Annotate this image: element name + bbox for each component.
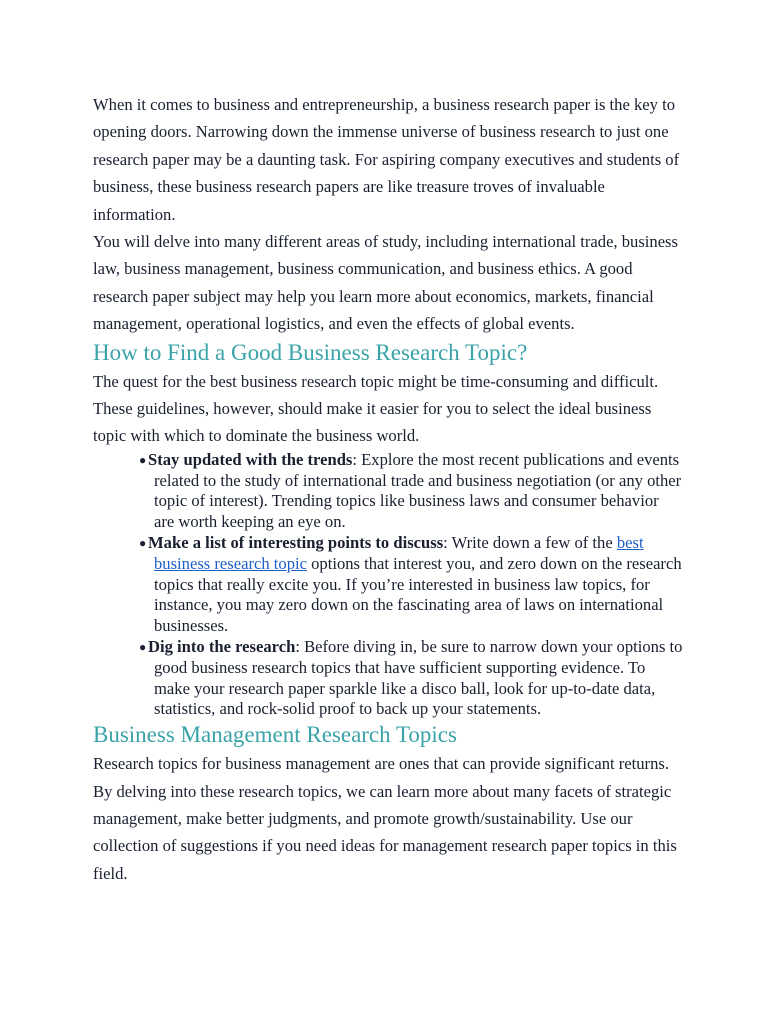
intro-paragraph-2: You will delve into many different areas of study, including international trade, business law, business management, business communication, and business ethics. A good research paper subject may help you learn more about economics, markets, financial management, operational logistics, and even the effects of global events. <box>93 232 678 334</box>
bullet-dot-icon: ● <box>139 452 147 467</box>
find-topic-lead-paragraph: The quest for the best business research topic might be time-consuming and difficult. These guidelines, however, should make it easier for you to select the ideal business topic with which to dominate the business world. <box>93 371 659 446</box>
list-item-text: : Before diving in, be sure to narrow down your options to good business research topics that have sufficient supporting evidence. To make your research paper sparkle like a disco ball, look for up-to-date data, statistics, and rock-solid proof to back up your statements. <box>154 637 683 719</box>
list-item-text: : Write down a few of the <box>443 533 617 553</box>
document-body <box>93 91 683 887</box>
list-item-text: options that interest you, and zero down on the research topics that really excite you. If you’re interested in business law topics, for instance, you may zero down on the fascinating area of laws on international businesses. <box>154 553 682 636</box>
guidelines-list <box>93 450 683 720</box>
list-item-dig-research <box>93 637 683 720</box>
section-heading-management-topics: Business Management Research Topics <box>93 722 457 748</box>
intro-paragraph-1: When it comes to business and entrepreneurship, a business research paper is the key to opening doors. Narrowing down the immense universe of business research to just one research paper may be a daunting task. For aspiring company executives and students of business, these business research papers are like treasure troves of invaluable information. <box>93 95 680 224</box>
list-item-title: Dig into the research <box>148 637 296 657</box>
bullet-dot-icon: ● <box>139 640 147 655</box>
section-heading-find-topic: How to Find a Good Business Research Topic? <box>93 339 528 365</box>
bullet-dot-icon: ● <box>139 536 147 551</box>
list-item-stay-updated <box>93 450 683 533</box>
list-item-text: : Explore the most recent publications and events related to the study of international trade and business negotiation (or any other topic of interest). Trending topics like business laws and consumer behavior are worth keeping an eye on. <box>154 449 682 532</box>
list-item-make-list <box>93 533 683 637</box>
management-topics-lead-paragraph: Research topics for business management are ones that can provide significant returns. By delving into these research topics, we can learn more about many facets of strategic management, make better judgments, and promote growth/sustainability. Use our collection of suggestions if you need ideas for management research paper topics in this field. <box>93 754 677 883</box>
list-item-title: Make a list of interesting points to discuss <box>148 533 444 553</box>
best-business-research-topic-link[interactable]: best business research topic <box>154 533 644 573</box>
list-item-title: Stay updated with the trends <box>148 449 353 469</box>
